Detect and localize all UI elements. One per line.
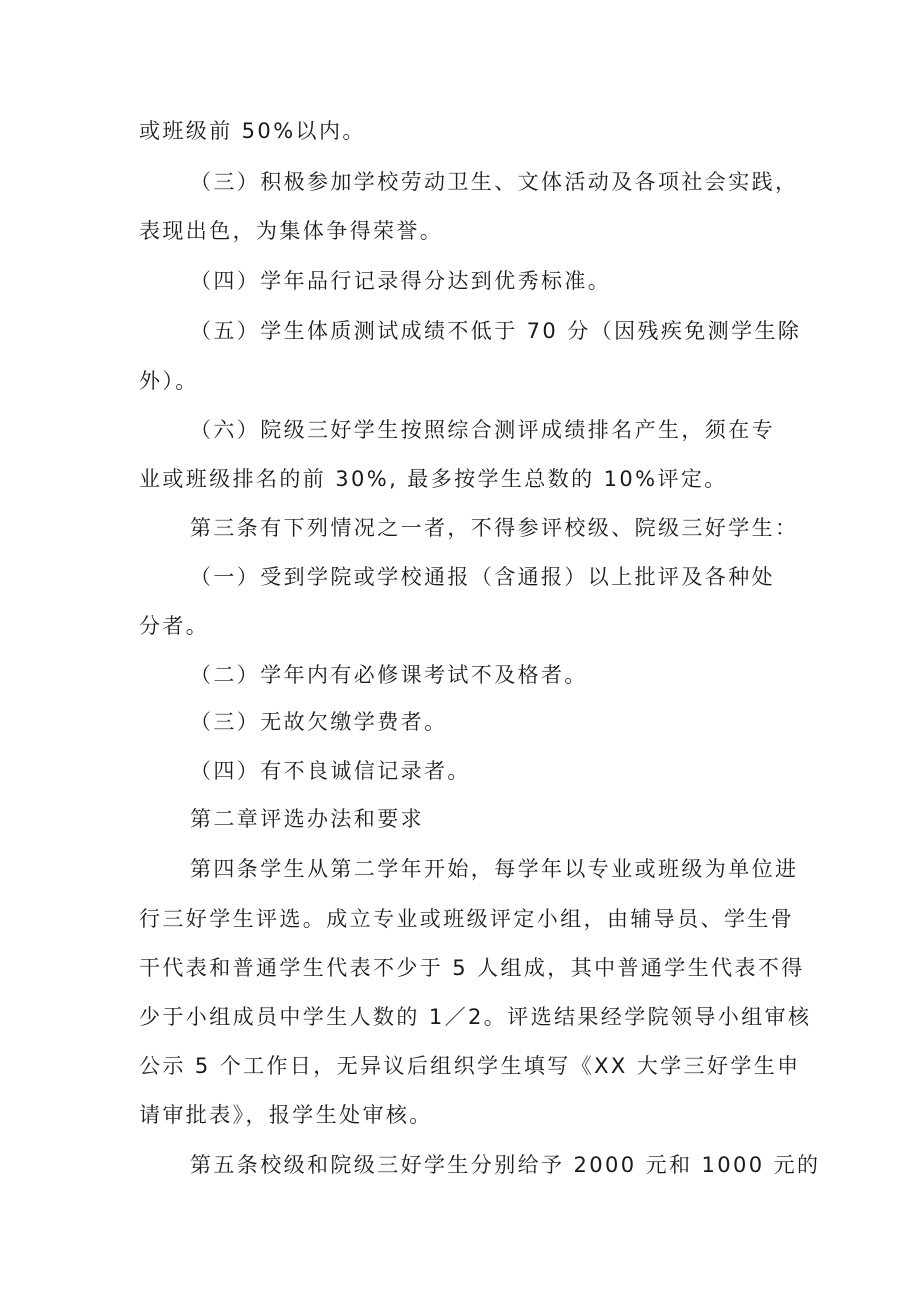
text-line: （五）学生体质测试成绩不低于 70 分（因残疾免测学生除	[190, 319, 802, 343]
text-line: （三）积极参加学校劳动卫生、文体活动及各项社会实践，	[190, 170, 799, 194]
text-line: 第四条学生从第二学年开始，每学年以专业或班级为单位进	[190, 857, 799, 881]
text-line: 请审批表》，报学生处审核。	[139, 1103, 433, 1127]
chapter-heading: 第二章评选办法和要求	[190, 807, 424, 831]
text-line: 第五条校级和院级三好学生分别给予 2000 元和 1000 元的	[190, 1153, 821, 1177]
text-line: （二）学年内有必修课考试不及格者。	[190, 663, 588, 687]
text-line: （三）无故欠缴学费者。	[190, 710, 448, 734]
text-line: （六）院级三好学生按照综合测评成绩排名产生，须在专	[190, 418, 775, 442]
text-line: 表现出色，为集体争得荣誉。	[139, 219, 444, 243]
text-line: 第三条有下列情况之一者，不得参评校级、院级三好学生：	[190, 516, 799, 540]
text-line: （四）有不良诚信记录者。	[190, 759, 471, 783]
text-line: 业或班级排名的前 30%, 最多按学生总数的 10%评定。	[139, 467, 728, 491]
text-line: 干代表和普通学生代表不少于 5 人组成，其中普通学生代表不得	[139, 956, 805, 980]
text-line: 外）。	[139, 369, 199, 393]
text-line: （四）学年品行记录得分达到优秀标准。	[190, 269, 612, 293]
text-line: 或班级前 50%以内。	[139, 119, 366, 143]
text-line: 行三好学生评选。成立专业或班级评定小组，由辅导员、学生骨	[139, 907, 795, 931]
text-line: 少于小组成员中学生人数的 1／2。评选结果经学院领导小组审核	[139, 1005, 812, 1029]
text-line: （一）受到学院或学校通报（含通报）以上批评及各种处	[190, 565, 775, 589]
text-line: 分者。	[139, 614, 210, 638]
text-line: 公示 5 个工作日，无异议后组织学生填写《XX 大学三好学生申	[139, 1054, 801, 1078]
